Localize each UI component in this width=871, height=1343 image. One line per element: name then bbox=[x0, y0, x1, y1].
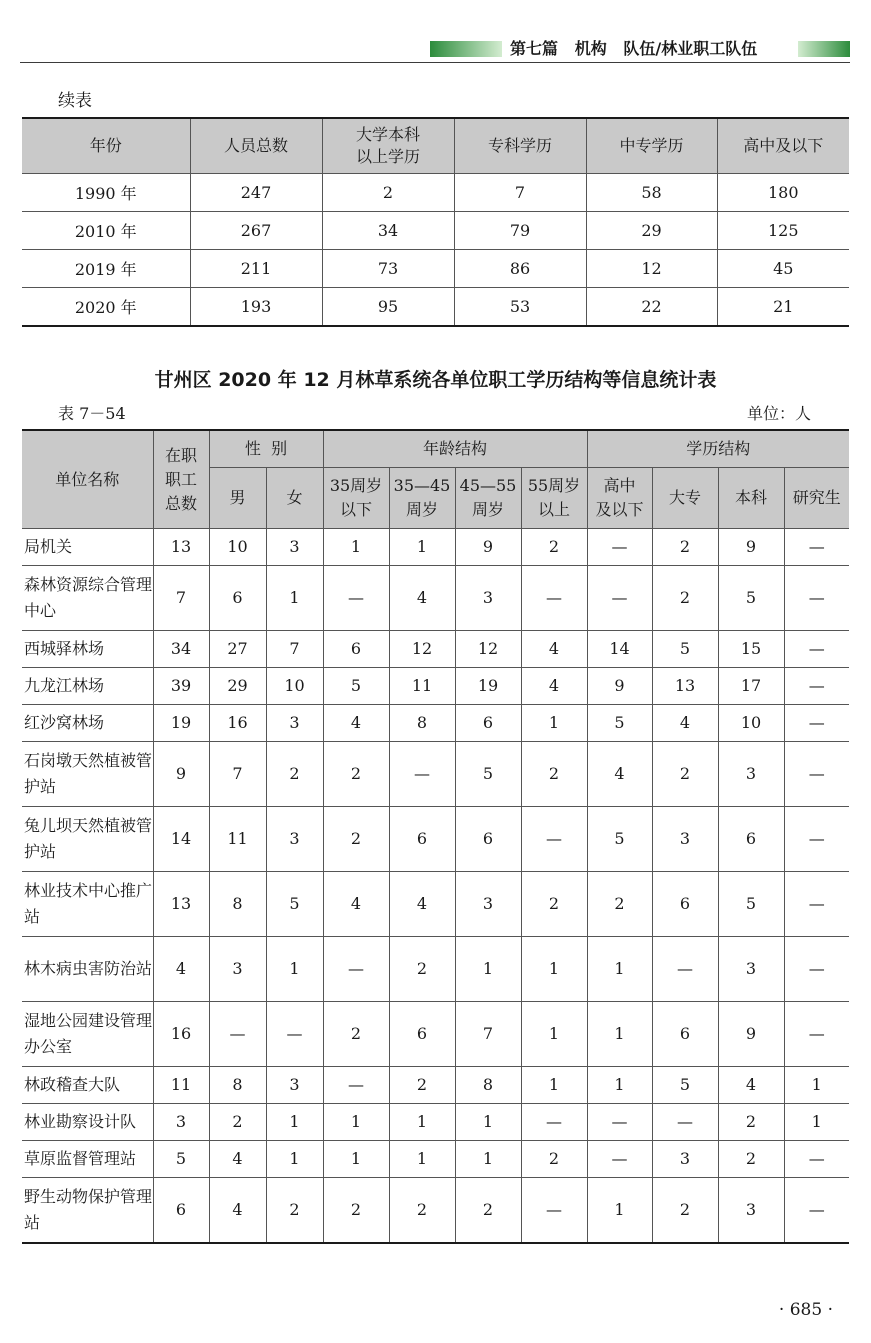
header-age-45-55: 45—55 周岁 bbox=[455, 468, 521, 529]
continued-label: 续表 bbox=[58, 91, 92, 111]
value-cell: 2 bbox=[652, 566, 718, 631]
unit-name-cell: 九龙江林场 bbox=[22, 668, 153, 705]
value-cell: — bbox=[784, 705, 849, 742]
value-cell: 2 bbox=[389, 937, 455, 1002]
value-cell: 2 bbox=[323, 807, 389, 872]
value-cell: 5 bbox=[323, 668, 389, 705]
value-cell: 6 bbox=[153, 1178, 209, 1244]
value-cell: 7 bbox=[454, 173, 586, 211]
value-cell: — bbox=[784, 1002, 849, 1067]
value-cell: — bbox=[587, 1104, 652, 1141]
table-row bbox=[22, 249, 849, 287]
value-cell: 1 bbox=[521, 937, 587, 1002]
value-cell: 17 bbox=[718, 668, 784, 705]
value-cell: 6 bbox=[652, 872, 718, 937]
year-cell: 1990 年 bbox=[22, 173, 190, 211]
value-cell: 5 bbox=[455, 742, 521, 807]
value-cell: 5 bbox=[153, 1141, 209, 1178]
table-row bbox=[22, 668, 849, 705]
value-cell: 1 bbox=[587, 1067, 652, 1104]
value-cell: — bbox=[266, 1002, 323, 1067]
value-cell: 1 bbox=[521, 1067, 587, 1104]
value-cell: 2 bbox=[587, 872, 652, 937]
value-cell: 6 bbox=[455, 807, 521, 872]
value-cell: 211 bbox=[190, 249, 322, 287]
value-cell: 1 bbox=[587, 1178, 652, 1244]
table-row bbox=[22, 287, 849, 326]
value-cell: 5 bbox=[718, 872, 784, 937]
value-cell: 9 bbox=[455, 529, 521, 566]
value-cell: — bbox=[784, 1141, 849, 1178]
value-cell: 2 bbox=[718, 1141, 784, 1178]
value-cell: 1 bbox=[455, 1104, 521, 1141]
value-cell: 13 bbox=[652, 668, 718, 705]
value-cell: 4 bbox=[521, 631, 587, 668]
value-cell: 2 bbox=[266, 1178, 323, 1244]
value-cell: 4 bbox=[718, 1067, 784, 1104]
value-cell: 7 bbox=[266, 631, 323, 668]
value-cell: 11 bbox=[209, 807, 266, 872]
value-cell: — bbox=[784, 1178, 849, 1244]
value-cell: 58 bbox=[586, 173, 717, 211]
header-age-structure: 年龄结构 bbox=[323, 430, 587, 468]
value-cell: — bbox=[784, 937, 849, 1002]
value-cell: 3 bbox=[266, 1067, 323, 1104]
value-cell: 3 bbox=[209, 937, 266, 1002]
value-cell: 2 bbox=[718, 1104, 784, 1141]
header-female: 女 bbox=[266, 468, 323, 529]
unit-name-cell: 林政稽查大队 bbox=[22, 1067, 153, 1104]
value-cell: 1 bbox=[587, 937, 652, 1002]
value-cell: 8 bbox=[209, 872, 266, 937]
value-cell: 39 bbox=[153, 668, 209, 705]
header-age-over-55: 55周岁 以上 bbox=[521, 468, 587, 529]
value-cell: 3 bbox=[455, 872, 521, 937]
value-cell: 10 bbox=[209, 529, 266, 566]
header-age-under-35: 35周岁 以下 bbox=[323, 468, 389, 529]
table1-header-row bbox=[22, 118, 849, 173]
value-cell: 6 bbox=[718, 807, 784, 872]
value-cell: 86 bbox=[454, 249, 586, 287]
value-cell: 9 bbox=[587, 668, 652, 705]
value-cell: 3 bbox=[153, 1104, 209, 1141]
value-cell: 1 bbox=[455, 1141, 521, 1178]
table2-header-row-1 bbox=[22, 430, 849, 468]
value-cell: 2 bbox=[652, 1178, 718, 1244]
value-cell: — bbox=[784, 742, 849, 807]
value-cell: — bbox=[521, 1178, 587, 1244]
value-cell: 3 bbox=[652, 807, 718, 872]
value-cell: 2 bbox=[455, 1178, 521, 1244]
value-cell: 7 bbox=[153, 566, 209, 631]
value-cell: 2 bbox=[322, 173, 454, 211]
value-cell: 5 bbox=[266, 872, 323, 937]
header-edu-bachelor: 本科 bbox=[718, 468, 784, 529]
table-row bbox=[22, 872, 849, 937]
value-cell: 2 bbox=[521, 872, 587, 937]
value-cell: 1 bbox=[323, 529, 389, 566]
value-cell: 12 bbox=[455, 631, 521, 668]
value-cell: 95 bbox=[322, 287, 454, 326]
value-cell: 53 bbox=[454, 287, 586, 326]
value-cell: 3 bbox=[718, 742, 784, 807]
value-cell: — bbox=[784, 529, 849, 566]
header-accent-bar-right bbox=[798, 41, 850, 57]
page-number: · 685 · bbox=[778, 1300, 833, 1320]
value-cell: 2 bbox=[521, 742, 587, 807]
value-cell: — bbox=[587, 566, 652, 631]
value-cell: 1 bbox=[266, 1141, 323, 1178]
value-cell: 1 bbox=[266, 566, 323, 631]
value-cell: — bbox=[784, 566, 849, 631]
unit-name-cell: 林木病虫害防治站 bbox=[22, 937, 153, 1002]
education-by-year-table bbox=[22, 117, 849, 327]
value-cell: 2 bbox=[652, 529, 718, 566]
value-cell: — bbox=[521, 807, 587, 872]
table2-unit: 单位：人 bbox=[746, 404, 811, 423]
value-cell: 34 bbox=[322, 211, 454, 249]
value-cell: 5 bbox=[652, 1067, 718, 1104]
value-cell: — bbox=[323, 937, 389, 1002]
table1-body bbox=[22, 173, 849, 326]
value-cell: 2 bbox=[323, 1002, 389, 1067]
table1-header-cell: 高中及以下 bbox=[717, 118, 849, 173]
header-total-staff: 在职 职工 总数 bbox=[153, 430, 209, 529]
value-cell: — bbox=[587, 529, 652, 566]
value-cell: 14 bbox=[153, 807, 209, 872]
value-cell: 9 bbox=[718, 529, 784, 566]
header-unit-name: 单位名称 bbox=[22, 430, 153, 529]
value-cell: — bbox=[389, 742, 455, 807]
value-cell: 1 bbox=[266, 1104, 323, 1141]
header-section-title: 第七篇 机构 队伍/林业职工队伍 bbox=[510, 39, 758, 58]
value-cell: 2 bbox=[389, 1067, 455, 1104]
value-cell: 2 bbox=[323, 1178, 389, 1244]
value-cell: 3 bbox=[266, 807, 323, 872]
value-cell: 27 bbox=[209, 631, 266, 668]
value-cell: 9 bbox=[718, 1002, 784, 1067]
year-cell: 2010 年 bbox=[22, 211, 190, 249]
value-cell: 6 bbox=[652, 1002, 718, 1067]
value-cell: 1 bbox=[389, 1104, 455, 1141]
value-cell: 193 bbox=[190, 287, 322, 326]
table-row bbox=[22, 211, 849, 249]
value-cell: 4 bbox=[153, 937, 209, 1002]
value-cell: 15 bbox=[718, 631, 784, 668]
value-cell: 8 bbox=[209, 1067, 266, 1104]
value-cell: 6 bbox=[323, 631, 389, 668]
value-cell: 2 bbox=[323, 742, 389, 807]
value-cell: — bbox=[521, 1104, 587, 1141]
unit-name-cell: 草原监督管理站 bbox=[22, 1141, 153, 1178]
value-cell: — bbox=[784, 668, 849, 705]
value-cell: 19 bbox=[153, 705, 209, 742]
year-cell: 2019 年 bbox=[22, 249, 190, 287]
value-cell: — bbox=[323, 1067, 389, 1104]
value-cell: 29 bbox=[209, 668, 266, 705]
value-cell: 10 bbox=[266, 668, 323, 705]
value-cell: 2 bbox=[652, 742, 718, 807]
unit-name-cell: 石岗墩天然植被管护站 bbox=[22, 742, 153, 807]
table-row bbox=[22, 937, 849, 1002]
value-cell: — bbox=[784, 872, 849, 937]
value-cell: 1 bbox=[389, 529, 455, 566]
value-cell: 2 bbox=[521, 1141, 587, 1178]
value-cell: 3 bbox=[266, 529, 323, 566]
value-cell: 12 bbox=[586, 249, 717, 287]
value-cell: 3 bbox=[266, 705, 323, 742]
table-row bbox=[22, 173, 849, 211]
value-cell: 6 bbox=[209, 566, 266, 631]
value-cell: 5 bbox=[587, 807, 652, 872]
unit-name-cell: 野生动物保护管理站 bbox=[24, 1187, 153, 1232]
value-cell: 4 bbox=[652, 705, 718, 742]
value-cell: 180 bbox=[717, 173, 849, 211]
unit-name-cell: 湿地公园建设管理办公室 bbox=[22, 1002, 153, 1067]
value-cell: 4 bbox=[389, 566, 455, 631]
value-cell: 6 bbox=[455, 705, 521, 742]
table-row bbox=[22, 631, 849, 668]
value-cell: 1 bbox=[784, 1067, 849, 1104]
year-cell: 2020 年 bbox=[74, 297, 137, 317]
value-cell: 2 bbox=[209, 1104, 266, 1141]
value-cell: 7 bbox=[455, 1002, 521, 1067]
value-cell: 7 bbox=[209, 742, 266, 807]
staff-structure-table bbox=[22, 429, 849, 1244]
value-cell: 1 bbox=[521, 705, 587, 742]
value-cell: 1 bbox=[266, 937, 323, 1002]
table-row bbox=[22, 529, 849, 566]
header-education-structure: 学历结构 bbox=[587, 430, 849, 468]
table-row bbox=[22, 1104, 849, 1141]
value-cell: 14 bbox=[587, 631, 652, 668]
value-cell: 4 bbox=[521, 668, 587, 705]
value-cell: 3 bbox=[652, 1141, 718, 1178]
table1-header-cell: 中专学历 bbox=[586, 118, 717, 173]
table-row bbox=[22, 807, 849, 872]
value-cell: 6 bbox=[389, 1002, 455, 1067]
value-cell: — bbox=[784, 807, 849, 872]
value-cell: 22 bbox=[586, 287, 717, 326]
value-cell: 45 bbox=[717, 249, 849, 287]
value-cell: 247 bbox=[190, 173, 322, 211]
running-header bbox=[20, 38, 850, 63]
table-row bbox=[22, 1141, 849, 1178]
value-cell: — bbox=[521, 566, 587, 631]
value-cell: 4 bbox=[587, 742, 652, 807]
value-cell: 16 bbox=[153, 1002, 209, 1067]
value-cell: 1 bbox=[784, 1104, 849, 1141]
table2-number: 表 7－54 bbox=[58, 404, 126, 423]
value-cell: 2 bbox=[521, 529, 587, 566]
value-cell: 1 bbox=[323, 1104, 389, 1141]
value-cell: 10 bbox=[718, 705, 784, 742]
table-row bbox=[22, 742, 849, 807]
value-cell: 3 bbox=[718, 1178, 784, 1244]
value-cell: 16 bbox=[209, 705, 266, 742]
value-cell: 8 bbox=[455, 1067, 521, 1104]
table-row bbox=[22, 1178, 849, 1244]
table2-body bbox=[22, 529, 849, 1244]
unit-name-cell: 西城驿林场 bbox=[22, 631, 153, 668]
value-cell: 11 bbox=[153, 1067, 209, 1104]
value-cell: 19 bbox=[455, 668, 521, 705]
value-cell: 29 bbox=[586, 211, 717, 249]
value-cell: — bbox=[652, 1104, 718, 1141]
header-gender: 性 别 bbox=[209, 430, 323, 468]
value-cell: — bbox=[587, 1141, 652, 1178]
value-cell: 13 bbox=[153, 529, 209, 566]
value-cell: 4 bbox=[323, 872, 389, 937]
table-row bbox=[22, 566, 849, 631]
unit-name-cell: 林业勘察设计队 bbox=[22, 1104, 153, 1141]
value-cell: 4 bbox=[209, 1141, 266, 1178]
unit-name-cell: 森林资源综合管理中心 bbox=[22, 566, 153, 631]
table-row bbox=[22, 1002, 849, 1067]
value-cell: 5 bbox=[718, 566, 784, 631]
value-cell: 125 bbox=[717, 211, 849, 249]
table1-header-cell: 年份 bbox=[22, 118, 190, 173]
value-cell: 6 bbox=[389, 807, 455, 872]
unit-name-cell: 局机关 bbox=[22, 529, 153, 566]
value-cell: 1 bbox=[455, 937, 521, 1002]
table2-title: 甘州区 2020 年 12 月林草系统各单位职工学历结构等信息统计表 bbox=[154, 369, 717, 391]
value-cell: 9 bbox=[153, 742, 209, 807]
header-edu-highschool: 高中 及以下 bbox=[587, 468, 652, 529]
value-cell: 79 bbox=[454, 211, 586, 249]
value-cell: 73 bbox=[322, 249, 454, 287]
value-cell: — bbox=[652, 937, 718, 1002]
unit-name-cell: 红沙窝林场 bbox=[22, 705, 153, 742]
unit-name-cell: 兔儿坝天然植被管护站 bbox=[22, 807, 153, 872]
unit-name-cell: 林业技术中心推广站 bbox=[22, 872, 153, 937]
value-cell: 5 bbox=[587, 705, 652, 742]
value-cell: — bbox=[209, 1002, 266, 1067]
value-cell: 1 bbox=[389, 1141, 455, 1178]
value-cell: 1 bbox=[323, 1141, 389, 1178]
value-cell: 267 bbox=[190, 211, 322, 249]
table1-header-cell: 大学本科 以上学历 bbox=[322, 118, 454, 173]
header-edu-graduate: 研究生 bbox=[784, 468, 849, 529]
table1-header-cell: 专科学历 bbox=[454, 118, 586, 173]
table-row bbox=[22, 1067, 849, 1104]
value-cell: 1 bbox=[587, 1002, 652, 1067]
value-cell: 12 bbox=[389, 631, 455, 668]
value-cell: 1 bbox=[521, 1002, 587, 1067]
value-cell: 3 bbox=[455, 566, 521, 631]
value-cell: 2 bbox=[266, 742, 323, 807]
table1-header-cell: 人员总数 bbox=[190, 118, 322, 173]
value-cell: — bbox=[784, 631, 849, 668]
value-cell: 21 bbox=[717, 287, 849, 326]
value-cell: 4 bbox=[323, 705, 389, 742]
value-cell: — bbox=[323, 566, 389, 631]
value-cell: 11 bbox=[389, 668, 455, 705]
value-cell: 3 bbox=[718, 937, 784, 1002]
value-cell: 8 bbox=[389, 705, 455, 742]
header-male: 男 bbox=[209, 468, 266, 529]
value-cell: 4 bbox=[389, 872, 455, 937]
value-cell: 13 bbox=[153, 872, 209, 937]
header-edu-college: 大专 bbox=[652, 468, 718, 529]
value-cell: 5 bbox=[652, 631, 718, 668]
value-cell: 2 bbox=[389, 1178, 455, 1244]
header-age-35-45: 35—45 周岁 bbox=[389, 468, 455, 529]
table-row bbox=[22, 705, 849, 742]
value-cell: 34 bbox=[153, 631, 209, 668]
value-cell: 4 bbox=[209, 1178, 266, 1244]
header-accent-bar-left bbox=[430, 41, 502, 57]
